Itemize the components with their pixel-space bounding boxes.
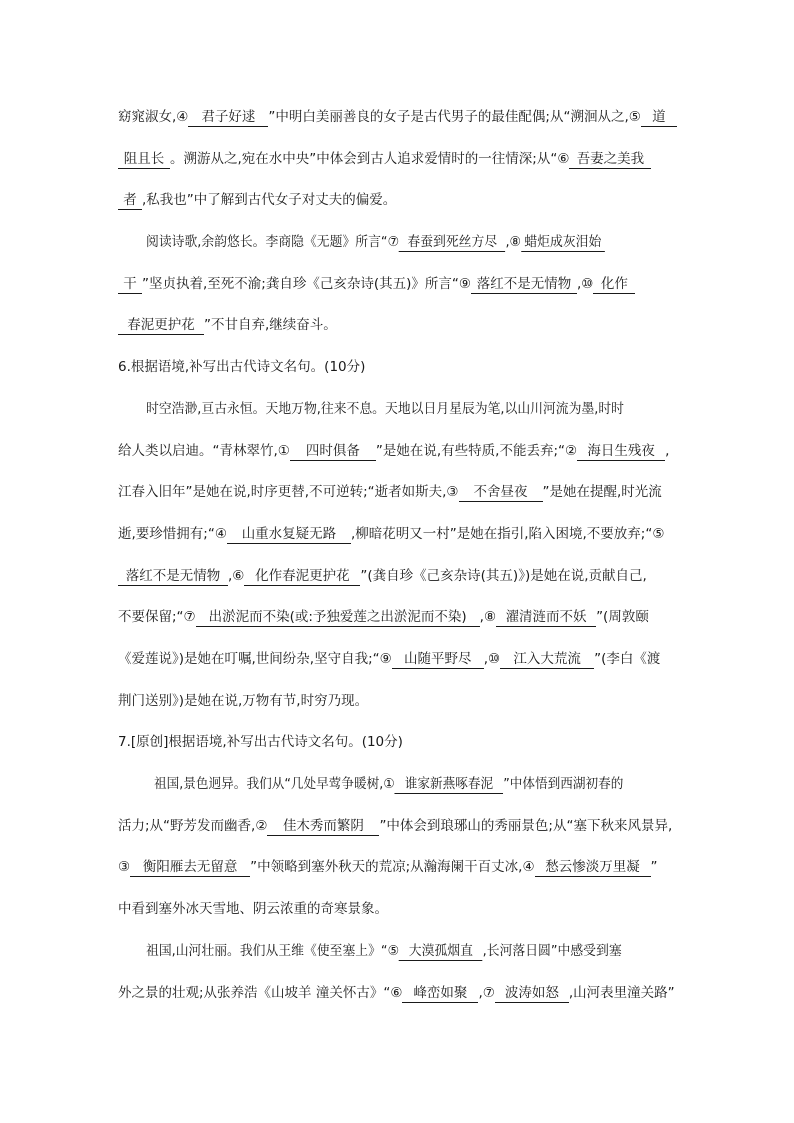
answer-blank: 落红不是无情物 (118, 567, 228, 586)
text-run: 窈窕淑女,④ (118, 109, 189, 125)
text-run: 祖国,景色迥异。我们从“几处早莺争暖树,① (154, 776, 395, 792)
text-run: 逝,要珍惜拥有;“④ (118, 526, 227, 542)
text-run: ”坚贞执着,至死不渝;龚自珍《己亥杂诗(其五)》所言“⑨ (142, 276, 471, 292)
text-run: 6.根据语境,补写出古代诗文名句。(10分) (118, 359, 366, 375)
text-run: 活力;从“野芳发而幽香,② (118, 818, 268, 834)
question-heading (118, 731, 678, 753)
text-run: ”(李白《渡 (594, 651, 661, 667)
answer-blank: 化作春泥更护花 (244, 567, 360, 586)
answer-blank: 吾妻之美我 (569, 150, 651, 169)
answer-blank: 阻且长 (118, 150, 170, 169)
answer-blank: 君子好逑 (188, 108, 268, 127)
text-line (118, 565, 678, 587)
text-line (118, 856, 678, 878)
text-run: 7.[原创]根据语境,补写出古代诗文名句。(10分) (118, 734, 403, 750)
text-line (118, 440, 678, 462)
text-run: ”是她在说,有些特质,不能丢弃;“② (375, 443, 578, 459)
text-run: 给人类以启迪。“青林翠竹,① (118, 443, 290, 459)
text-line (146, 398, 678, 420)
text-line (118, 314, 678, 336)
text-run: ”(龚自珍《己亥杂诗(其五)》)是她在说,贡献自己, (360, 568, 647, 584)
text-run: 江春入旧年”是她在说,时序更替,不可逆转;“逝者如斯夫,③ (118, 484, 459, 500)
text-line (118, 815, 678, 837)
text-run: 时空浩渺,亘古永恒。天地万物,往来不息。天地以日月星辰为笔,以山川河流为墨,时时 (146, 401, 625, 417)
text-line (118, 481, 678, 503)
answer-blank: 者 (118, 191, 142, 210)
text-run: ”是她在提醒,时光流 (542, 484, 662, 500)
answer-blank: 落红不是无情物 (471, 275, 577, 294)
answer-blank: 蜡炬成灰泪始 (521, 233, 605, 252)
text-line (118, 898, 678, 920)
text-line (118, 690, 678, 712)
text-run: 阅读诗歌,余韵悠长。李商隐《无题》所言“⑦ (146, 234, 400, 250)
text-line (118, 189, 678, 211)
answer-blank: 谁家新燕啄春泥 (395, 775, 504, 794)
text-run: ③ (118, 859, 131, 875)
text-run: ,山河表里潼关路” (568, 985, 675, 1001)
answer-blank: 江入大荒流 (500, 650, 594, 669)
text-line (118, 648, 678, 670)
text-run: ,私我也”中了解到古代女子对丈夫的偏爱。 (142, 192, 397, 208)
text-line (118, 273, 678, 295)
answer-blank: 山随平野尽 (392, 650, 484, 669)
answer-blank: 春蚕到死丝方尽 (399, 233, 505, 252)
answer-blank: 波涛如怒 (495, 984, 569, 1003)
answer-blank: 化作 (593, 275, 635, 294)
answer-blank: 衡阳雁去无留意 (130, 858, 250, 877)
text-run: ”中明白美丽善良的女子是古代男子的最佳配偶;从“溯洄从之,⑤ (268, 109, 641, 125)
answer-blank: 峰峦如聚 (402, 984, 478, 1003)
text-line (146, 940, 678, 962)
answer-blank: 干 (118, 275, 142, 294)
text-line (118, 982, 678, 1004)
answer-blank: 春泥更护花 (118, 316, 204, 335)
text-run: 不要保留;“⑦ (118, 609, 196, 625)
answer-blank: 愁云惨淡万里凝 (535, 858, 651, 877)
text-line (154, 773, 678, 795)
text-line (118, 523, 678, 545)
answer-blank: 大漠孤烟直 (399, 942, 483, 961)
text-line (118, 106, 678, 128)
text-run: ,长河落日圆”中感受到塞 (482, 943, 622, 959)
text-run: 荆门送别》)是她在说,万物有节,时穷乃现。 (118, 693, 369, 709)
answer-blank: 道 (641, 108, 677, 127)
answer-blank: 佳木秀而繁阴 (267, 817, 379, 836)
question-heading (118, 356, 678, 378)
answer-blank: 不舍昼夜 (459, 483, 543, 502)
text-run: ,⑩ (483, 651, 501, 667)
text-run: ,⑧ (479, 609, 497, 625)
text-run: 外之景的壮观;从张养浩《山坡羊 潼关怀古》“⑥ (118, 985, 403, 1001)
text-line (118, 148, 678, 170)
text-run: ”不甘自弃,继续奋斗。 (204, 317, 337, 333)
answer-blank: 濯清涟而不妖 (496, 608, 596, 627)
text-run: 祖国,山河壮丽。我们从王维《使至塞上》“⑤ (146, 943, 400, 959)
answer-blank: 海日生残夜 (577, 442, 665, 461)
text-line (118, 606, 678, 628)
text-run: 中看到塞外冰天雪地、阴云浓重的奇寒景象。 (118, 901, 388, 917)
text-line (146, 231, 678, 253)
text-run: ”(周敦颐 (596, 609, 649, 625)
answer-blank: 出淤泥而不染(或:予独爱莲之出淤泥而不染) (196, 608, 480, 627)
text-run: ,⑧ (505, 234, 522, 250)
text-run: , (665, 443, 670, 459)
text-run: ,⑩ (576, 276, 594, 292)
text-run: 《爱莲说》)是她在叮嘱,世间纷杂,坚守自我;“⑨ (118, 651, 392, 667)
text-run: ”中领略到塞外秋天的荒凉;从瀚海阑干百丈冰,④ (250, 859, 535, 875)
text-run: ,柳暗花明又一村”是她在指引,陷入困境,不要放弃;“⑤ (350, 526, 665, 542)
text-run: ,⑥ (228, 568, 245, 584)
answer-blank: 山重水复疑无路 (227, 525, 351, 544)
text-run: ”中体会到琅琊山的秀丽景色;从“塞下秋来风景异, (379, 818, 673, 834)
text-run: 。溯游从之,宛在水中央”中体会到古人追求爱情时的一往情深;从“⑥ (170, 151, 570, 167)
text-run: ”中体悟到西湖初春的 (503, 776, 624, 792)
answer-blank: 四时俱备 (290, 442, 376, 461)
text-run: ,⑦ (478, 985, 495, 1001)
text-run: ” (650, 859, 658, 875)
